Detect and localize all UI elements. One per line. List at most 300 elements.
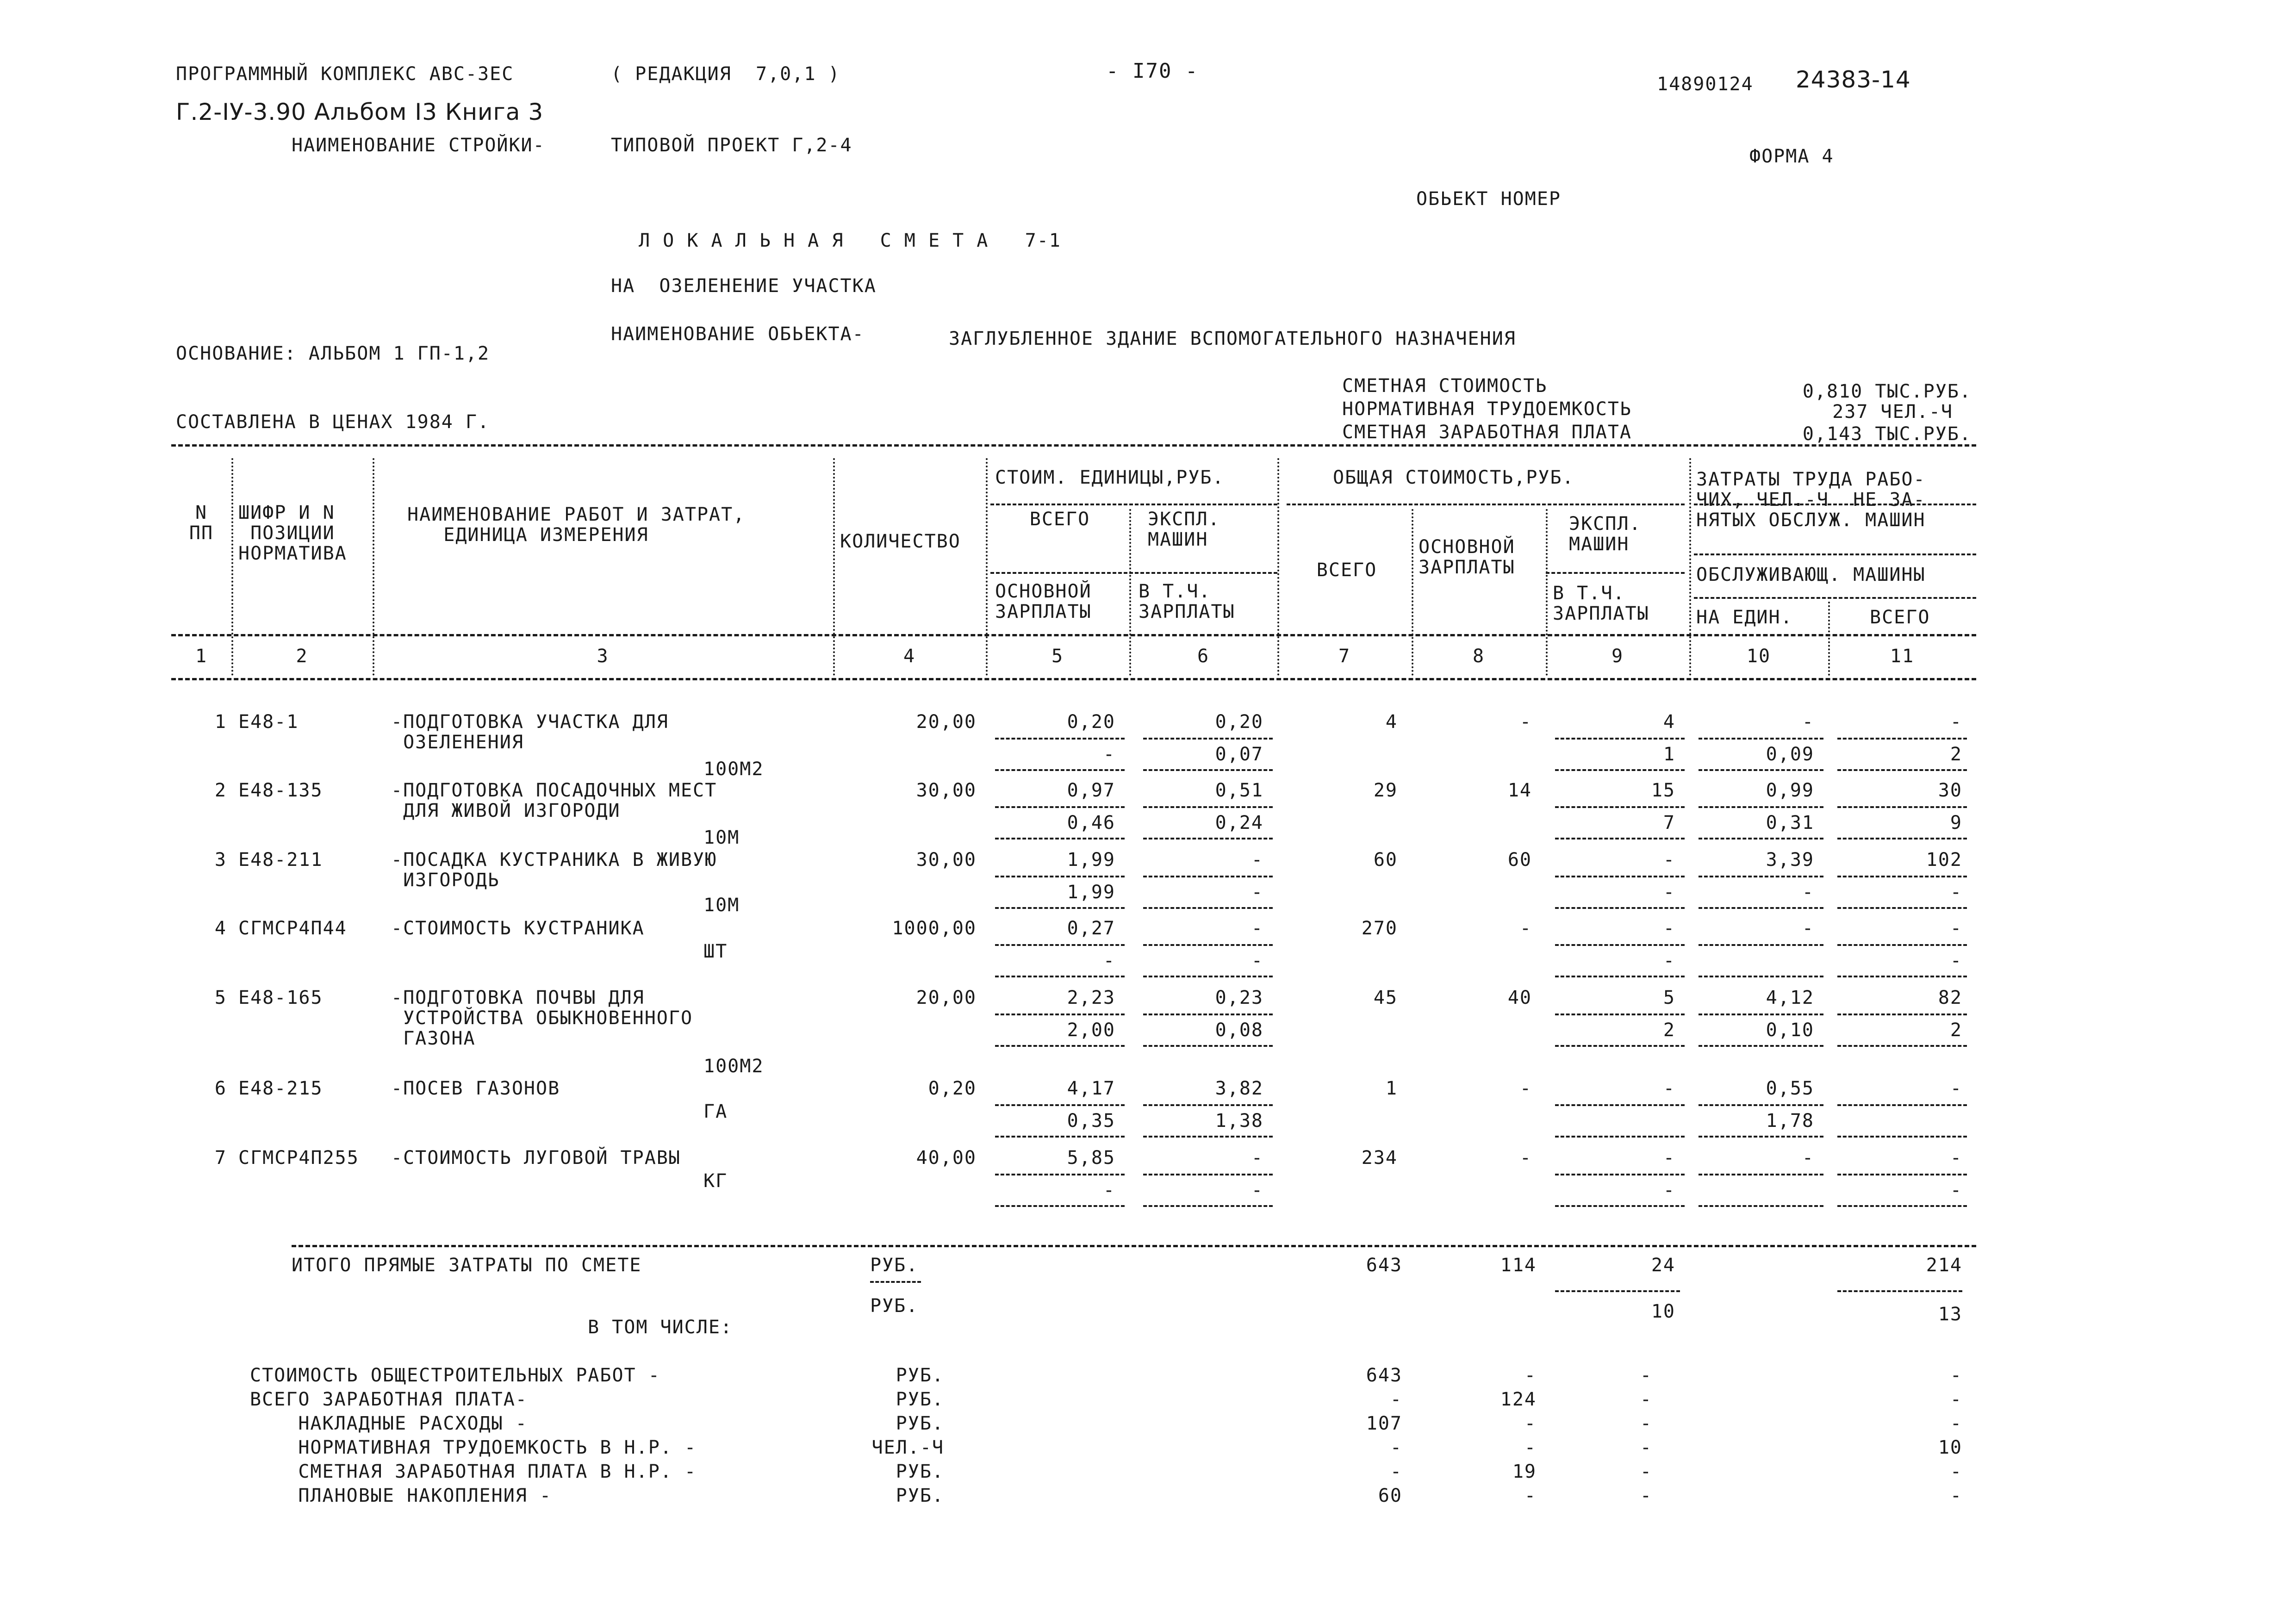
row-sub-s9: - (1663, 1180, 1675, 1201)
row-code: Е48-211 (238, 849, 323, 871)
row-c9: - (1663, 918, 1675, 939)
construction-value: ТИПОВОЙ ПРОЕКТ Г,2-4 (611, 135, 852, 156)
cell-divider (1699, 769, 1823, 771)
row-c8: - (1519, 1078, 1532, 1099)
cell-divider (1143, 976, 1273, 977)
breakdown-c9: - (1640, 1461, 1652, 1482)
col-number: 10 (1746, 646, 1771, 667)
row-c9: 15 (1651, 780, 1675, 801)
breakdown-c9: - (1640, 1365, 1652, 1386)
cell-divider (1555, 1205, 1685, 1207)
cell-divider (1555, 769, 1685, 771)
row-c5: 5,85 (1067, 1147, 1115, 1169)
breakdown-c7: 107 (1366, 1413, 1402, 1434)
cell-divider (1699, 944, 1823, 946)
col-number: 1 (195, 646, 208, 667)
cell-divider (995, 944, 1125, 946)
row-qty: 1000,00 (892, 918, 977, 939)
cell-divider (1555, 1014, 1685, 1015)
col-header-unit-total: ВСЕГО (1029, 509, 1090, 530)
breakdown-label: НАКЛАДНЫЕ РАСХОДЫ - (250, 1413, 528, 1434)
col-number: 8 (1472, 646, 1485, 667)
cell-divider (995, 1104, 1125, 1106)
row-qty: 20,00 (916, 987, 977, 1008)
cell-divider (1837, 1136, 1967, 1138)
breakdown-label: ПЛАНОВЫЕ НАКОПЛЕНИЯ - (250, 1485, 552, 1506)
row-name: -ПОСАДКА КУСТРАНИКА В ЖИВУЮ ИЗГОРОДЬ (391, 849, 717, 891)
cell-divider (1699, 1205, 1823, 1207)
cell-divider (995, 738, 1125, 740)
including-label: В ТОМ ЧИСЛЕ: (588, 1317, 733, 1338)
cell-divider (1555, 1174, 1685, 1175)
cell-divider (1555, 738, 1685, 740)
row-unit: 100М2 (703, 759, 764, 780)
direct-costs-label: ИТОГО ПРЯМЫЕ ЗАТРАТЫ ПО СМЕТЕ (292, 1255, 642, 1276)
row-c11: 82 (1938, 987, 1962, 1008)
breakdown-label: ВСЕГО ЗАРАБОТНАЯ ПЛАТА- (250, 1389, 528, 1410)
row-number: 5 (214, 987, 227, 1008)
row-unit: 100М2 (703, 1056, 764, 1077)
row-name: -ПОДГОТОВКА ПОЧВЫ ДЛЯ УСТРОЙСТВА ОБЫКНОВЕННОГО ГАЗОНА (391, 987, 693, 1049)
cell-divider (1837, 1205, 1967, 1207)
form-label: ФОРМА 4 (1749, 146, 1834, 167)
row-sub-s9: - (1663, 950, 1675, 971)
breakdown-label: СМЕТНАЯ ЗАРАБОТНАЯ ПЛАТА В Н.Р. - (250, 1461, 697, 1482)
row-c8: - (1519, 918, 1532, 939)
rule-unit-sub (990, 572, 1277, 574)
row-number: 1 (214, 711, 227, 733)
col-number: 2 (296, 646, 308, 667)
cell-divider (995, 838, 1125, 839)
row-sub-s5: - (1103, 744, 1115, 765)
vsep-3 (833, 458, 835, 676)
col-number: 4 (903, 646, 916, 667)
row-sub-s5: 0,46 (1067, 812, 1115, 833)
row-code: СГМСР4П44 (238, 918, 347, 939)
breakdown-label: НОРМАТИВНАЯ ТРУДОЕМКОСТЬ В Н.Р. - (250, 1437, 697, 1458)
row-c11: 102 (1926, 849, 1962, 871)
row-c8: 40 (1507, 987, 1532, 1008)
vsep-1 (231, 458, 233, 676)
row-unit: 10М (703, 827, 740, 848)
breakdown-c9: - (1640, 1437, 1652, 1458)
program-name: ПРОГРАММНЫЙ КОМПЛЕКС АВС-ЗЕС (176, 63, 514, 85)
row-sub-s6: 0,24 (1215, 812, 1263, 833)
col-header-name: НАИМЕНОВАНИЕ РАБОТ И ЗАТРАТ, ЕДИНИЦА ИЗМЕРЕНИЯ (407, 504, 746, 546)
row-c10: - (1802, 1147, 1814, 1169)
breakdown-unit: ЧЕЛ.-Ч (871, 1437, 944, 1458)
row-name: -СТОИМОСТЬ ЛУГОВОЙ ТРАВЫ (391, 1147, 681, 1169)
row-sub-s6: 1,38 (1215, 1110, 1263, 1132)
row-sub-s10: 0,31 (1766, 812, 1814, 833)
cell-divider (995, 976, 1125, 977)
row-qty: 20,00 (916, 711, 977, 733)
row-c10: 4,12 (1766, 987, 1814, 1008)
breakdown-c11: - (1950, 1461, 1962, 1482)
vsep-9 (1689, 458, 1691, 676)
summary-value-3: 0,143 ТЫС.РУБ. (1802, 423, 1972, 445)
row-c11: - (1950, 711, 1962, 733)
row-code: Е48-215 (238, 1078, 323, 1099)
row-c9: - (1663, 1147, 1675, 1169)
row-c6: 0,23 (1215, 987, 1263, 1008)
row-c10: - (1802, 711, 1814, 733)
edition: ( РЕДАКЦИЯ 7,0,1 ) (611, 63, 840, 85)
row-sub-s6: - (1251, 950, 1263, 971)
col-number: 11 (1890, 646, 1915, 667)
doc-code: 14890124 (1657, 74, 1754, 95)
row-c7: 4 (1385, 711, 1398, 733)
row-sub-s5: - (1103, 1180, 1115, 1201)
vsep-4 (986, 458, 988, 676)
row-qty: 30,00 (916, 780, 977, 801)
col-header-total-all: ВСЕГО (1316, 560, 1377, 581)
row-c7: 270 (1361, 918, 1398, 939)
cell-divider (995, 769, 1125, 771)
col-header-total-wages: ОСНОВНОЙ ЗАРПЛАТЫ (1419, 536, 1515, 578)
row-number: 7 (214, 1147, 227, 1169)
row-c7: 1 (1385, 1078, 1398, 1099)
rule-totals (292, 1245, 1976, 1247)
row-sub-s5: 1,99 (1067, 882, 1115, 903)
row-qty: 0,20 (928, 1078, 977, 1099)
col-header-unit-incl: В Т.Ч. ЗАРПЛАТЫ (1139, 581, 1235, 622)
breakdown-unit: РУБ. (896, 1389, 944, 1410)
breakdown-c11: - (1950, 1413, 1962, 1434)
row-c8: - (1519, 711, 1532, 733)
row-sub-s5: 2,00 (1067, 1020, 1115, 1041)
cell-divider (1699, 1014, 1823, 1015)
row-sub-s11: 2 (1950, 1020, 1962, 1041)
col-header-unit-wages: ОСНОВНОЙ ЗАРПЛАТЫ (995, 581, 1092, 622)
breakdown-c11: - (1950, 1365, 1962, 1386)
cell-divider (995, 1045, 1125, 1047)
row-unit: 10М (703, 895, 740, 916)
row-c5: 0,20 (1067, 711, 1115, 733)
row-sub-s6: - (1251, 1180, 1263, 1201)
direct-costs-unit: РУБ. (870, 1255, 919, 1276)
cell-divider (1143, 1104, 1273, 1106)
row-qty: 40,00 (916, 1147, 977, 1169)
row-c11: - (1950, 1147, 1962, 1169)
row-sub-s10: 1,78 (1766, 1110, 1814, 1132)
row-sub-s6: 0,08 (1215, 1020, 1263, 1041)
row-c6: - (1251, 1147, 1263, 1169)
summary-label-1: СМЕТНАЯ СТОИМОСТЬ (1342, 375, 1548, 397)
breakdown-c8: - (1524, 1437, 1537, 1458)
row-code: Е48-135 (238, 780, 323, 801)
breakdown-unit: РУБ. (896, 1461, 944, 1482)
cell-divider (1555, 1104, 1685, 1106)
cell-divider (1143, 876, 1273, 877)
row-c11: - (1950, 918, 1962, 939)
row-c10: 0,55 (1766, 1078, 1814, 1099)
cell-divider (1143, 838, 1273, 839)
cell-divider (1837, 769, 1967, 771)
summary-value-1: 0,810 ТЫС.РУБ. (1802, 381, 1972, 402)
col-header-total-incl: В Т.Ч. ЗАРПЛАТЫ (1553, 583, 1649, 624)
album-ref: Г.2-IУ-3.90 Альбом I3 Книга 3 (176, 99, 544, 125)
row-c8: 60 (1507, 849, 1532, 871)
row-c5: 1,99 (1067, 849, 1115, 871)
cell-divider (1837, 907, 1967, 909)
breakdown-unit: РУБ. (896, 1485, 944, 1506)
cell-divider (1699, 806, 1823, 808)
row-c6: - (1251, 918, 1263, 939)
object-name-value: ЗАГЛУБЛЕННОЕ ЗДАНИЕ ВСПОМОГАТЕЛЬНОГО НАЗНАЧЕНИЯ (949, 328, 1516, 349)
row-c5: 0,97 (1067, 780, 1115, 801)
row-code: СГМСР4П255 (238, 1147, 359, 1169)
col-number: 9 (1611, 646, 1624, 667)
cell-divider (1837, 1174, 1967, 1175)
cell-divider (1699, 876, 1823, 877)
object-number-label: ОБЬЕКТ НОМЕР (1416, 188, 1561, 210)
cell-divider (1699, 1174, 1823, 1175)
vsep-6 (1277, 458, 1279, 676)
row-c8: - (1519, 1147, 1532, 1169)
breakdown-c8: 124 (1500, 1389, 1537, 1410)
row-c9: - (1663, 1078, 1675, 1099)
row-number: 6 (214, 1078, 227, 1099)
row-c6: 0,20 (1215, 711, 1263, 733)
col-header-code: ШИФР И N ПОЗИЦИИ НОРМАТИВА (238, 502, 347, 564)
cell-divider (995, 1205, 1125, 1207)
cell-divider (1555, 976, 1685, 977)
row-sub-s10: 0,10 (1766, 1020, 1814, 1041)
row-c11: - (1950, 1078, 1962, 1099)
row-c9: - (1663, 849, 1675, 871)
cell-divider (1837, 876, 1967, 877)
col-header-qty: КОЛИЧЕСТВО (840, 531, 961, 552)
row-c10: 3,39 (1766, 849, 1814, 871)
page-title: Л О К А Л Ь Н А Я С М Е Т А 7-1 (639, 230, 1061, 251)
row-unit: ГА (703, 1101, 728, 1122)
row-sub-s9: 1 (1663, 744, 1675, 765)
cell-divider (1143, 1174, 1273, 1175)
page-number: - I70 - (1106, 59, 1199, 83)
cell-divider (1143, 944, 1273, 946)
row-c7: 45 (1373, 987, 1398, 1008)
cell-divider (1143, 907, 1273, 909)
col-header-total-machines: ЭКСПЛ. МАШИН (1569, 513, 1642, 555)
subject: НА ОЗЕЛЕНЕНИЕ УЧАСТКА (611, 275, 877, 297)
rule-header-bottom (171, 634, 1976, 636)
cell-divider (1699, 838, 1823, 839)
rule-total-sub (1546, 572, 1685, 574)
object-name-label: НАИМЕНОВАНИЕ ОБЬЕКТА- (611, 323, 865, 345)
rule-c11 (1837, 1290, 1962, 1292)
cell-divider (1555, 876, 1685, 877)
col-header-labor-total: ВСЕГО (1870, 607, 1930, 628)
row-sub-s5: - (1103, 950, 1115, 971)
summary-value-2: 237 ЧЕЛ.-Ч (1832, 401, 1953, 423)
col-header-n: N ПП (189, 502, 214, 544)
breakdown-label: СТОИМОСТЬ ОБЩЕСТРОИТЕЛЬНЫХ РАБОТ - (250, 1365, 660, 1386)
breakdown-c11: - (1950, 1485, 1962, 1506)
row-c11: 30 (1938, 780, 1962, 801)
cell-divider (1699, 1136, 1823, 1138)
handwritten-ref: 24383-14 (1796, 66, 1911, 93)
cell-divider (1837, 1104, 1967, 1106)
row-number: 3 (214, 849, 227, 871)
cell-divider (1699, 1104, 1823, 1106)
breakdown-unit: РУБ. (896, 1365, 944, 1386)
cell-divider (1699, 1045, 1823, 1047)
col-header-unit-cost: СТОИМ. ЕДИНИЦЫ,РУБ. (995, 467, 1225, 488)
row-c7: 60 (1373, 849, 1398, 871)
prices-basis: СОСТАВЛЕНА В ЦЕНАХ 1984 Г. (176, 411, 490, 433)
summary-label-2: НОРМАТИВНАЯ ТРУДОЕМКОСТЬ (1342, 398, 1632, 420)
row-sub-s9: - (1663, 882, 1675, 903)
col-number: 5 (1051, 646, 1064, 667)
total-c8: 114 (1500, 1255, 1537, 1276)
breakdown-c7: 643 (1366, 1365, 1402, 1386)
cell-divider (1699, 907, 1823, 909)
row-sub-s11: - (1950, 882, 1962, 903)
cell-divider (1699, 976, 1823, 977)
breakdown-c7: 60 (1378, 1485, 1402, 1506)
basis: ОСНОВАНИЕ: АЛЬБОМ 1 ГП-1,2 (176, 343, 490, 364)
rule-c9 (1555, 1290, 1680, 1292)
col-header-labor: ЗАТРАТЫ ТРУДА РАБО- ЧИХ, ЧЕЛ.-Ч НЕ ЗА- НЯТЫХ ОБСЛУЖ. МАШИН (1696, 469, 1926, 531)
cell-divider (1837, 806, 1967, 808)
cell-divider (1143, 738, 1273, 740)
row-sub-s9: 2 (1663, 1020, 1675, 1041)
col-header-labor-service: ОБСЛУЖИВАЮЩ. МАШИНЫ (1696, 564, 1926, 585)
cell-divider (1555, 1136, 1685, 1138)
breakdown-c11: - (1950, 1389, 1962, 1410)
total-c7: 643 (1366, 1255, 1402, 1276)
row-c5: 4,17 (1067, 1078, 1115, 1099)
row-qty: 30,00 (916, 849, 977, 871)
row-sub-s11: - (1950, 1180, 1962, 1201)
vsep-2 (373, 458, 374, 676)
breakdown-c7: - (1390, 1389, 1402, 1410)
breakdown-c9: - (1640, 1485, 1652, 1506)
row-sub-s11: 9 (1950, 812, 1962, 833)
cell-divider (995, 806, 1125, 808)
rule-total-cost (1287, 504, 1685, 505)
row-c7: 234 (1361, 1147, 1398, 1169)
row-c9: 5 (1663, 987, 1675, 1008)
cell-divider (1837, 944, 1967, 946)
rule-top (171, 444, 1976, 447)
total-c11: 214 (1926, 1255, 1962, 1276)
construction-label: НАИМЕНОВАНИЕ СТРОЙКИ- (292, 135, 545, 156)
cell-divider (1555, 838, 1685, 839)
rule-labor-sub-1 (1694, 553, 1976, 555)
breakdown-c7: - (1390, 1437, 1402, 1458)
row-code: Е48-165 (238, 987, 323, 1008)
row-sub-s11: - (1950, 950, 1962, 971)
rule-numbers-bottom (171, 678, 1976, 680)
cell-divider (1143, 1205, 1273, 1207)
row-c6: 3,82 (1215, 1078, 1263, 1099)
cell-divider (1837, 976, 1967, 977)
col-header-unit-machines: ЭКСПЛ. МАШИН (1148, 509, 1220, 550)
cell-divider (1143, 1045, 1273, 1047)
cell-divider (1699, 738, 1823, 740)
cell-divider (1555, 1045, 1685, 1047)
col-number: 7 (1338, 646, 1351, 667)
cell-divider (995, 1174, 1125, 1175)
direct-costs-unit-2: РУБ. (870, 1295, 919, 1317)
breakdown-c8: - (1524, 1485, 1537, 1506)
col-header-total-cost: ОБЩАЯ СТОИМОСТЬ,РУБ. (1333, 467, 1574, 488)
cell-divider (1143, 1136, 1273, 1138)
breakdown-unit: РУБ. (896, 1413, 944, 1434)
row-c6: - (1251, 849, 1263, 871)
col-number: 6 (1197, 646, 1210, 667)
col-number: 3 (597, 646, 609, 667)
row-name: -ПОДГОТОВКА ПОСАДОЧНЫХ МЕСТ ДЛЯ ЖИВОЙ ИЗГОРОДИ (391, 780, 717, 821)
breakdown-c8: - (1524, 1365, 1537, 1386)
row-unit: ШТ (703, 941, 728, 962)
cell-divider (1143, 1014, 1273, 1015)
summary-label-3: СМЕТНАЯ ЗАРАБОТНАЯ ПЛАТА (1342, 422, 1632, 443)
row-c7: 29 (1373, 780, 1398, 801)
row-c9: 4 (1663, 711, 1675, 733)
row-c10: 0,99 (1766, 780, 1814, 801)
total-c11-wages: 13 (1938, 1304, 1962, 1325)
rule-unit-cost (990, 504, 1277, 505)
row-c5: 2,23 (1067, 987, 1115, 1008)
cell-divider (1143, 769, 1273, 771)
cell-divider (1555, 944, 1685, 946)
row-c8: 14 (1507, 780, 1532, 801)
row-sub-s6: - (1251, 882, 1263, 903)
breakdown-c7: - (1390, 1461, 1402, 1482)
row-sub-s10: 0,09 (1766, 744, 1814, 765)
row-sub-s11: 2 (1950, 744, 1962, 765)
row-sub-s5: 0,35 (1067, 1110, 1115, 1132)
cell-divider (1143, 806, 1273, 808)
row-name: -СТОИМОСТЬ КУСТРАНИКА (391, 918, 645, 939)
cell-divider (1555, 806, 1685, 808)
cell-divider (1837, 838, 1967, 839)
breakdown-c8: 19 (1512, 1461, 1537, 1482)
rule-labor-sub-2 (1694, 597, 1976, 599)
cell-divider (995, 1014, 1125, 1015)
total-c9: 24 (1651, 1255, 1675, 1276)
row-c6: 0,51 (1215, 780, 1263, 801)
cell-divider (1555, 907, 1685, 909)
row-c5: 0,27 (1067, 918, 1115, 939)
total-c9-wages: 10 (1651, 1301, 1675, 1322)
row-sub-s9: 7 (1663, 812, 1675, 833)
cell-divider (995, 907, 1125, 909)
breakdown-c11: 10 (1938, 1437, 1962, 1458)
row-code: Е48-1 (238, 711, 299, 733)
row-number: 4 (214, 918, 227, 939)
row-unit: КГ (703, 1170, 728, 1192)
row-c10: - (1802, 918, 1814, 939)
cell-divider (1837, 1045, 1967, 1047)
row-number: 2 (214, 780, 227, 801)
row-sub-s6: 0,07 (1215, 744, 1263, 765)
col-header-labor-per-unit: НА ЕДИН. (1696, 607, 1793, 628)
row-sub-s10: - (1802, 882, 1814, 903)
cell-divider (1837, 1014, 1967, 1015)
cell-divider (995, 1136, 1125, 1138)
cell-divider (1837, 738, 1967, 740)
row-name: -ПОСЕВ ГАЗОНОВ (391, 1078, 560, 1099)
rule-unit (870, 1281, 921, 1283)
breakdown-c9: - (1640, 1413, 1652, 1434)
row-name: -ПОДГОТОВКА УЧАСТКА ДЛЯ ОЗЕЛЕНЕНИЯ (391, 711, 669, 753)
breakdown-c8: - (1524, 1413, 1537, 1434)
breakdown-c9: - (1640, 1389, 1652, 1410)
